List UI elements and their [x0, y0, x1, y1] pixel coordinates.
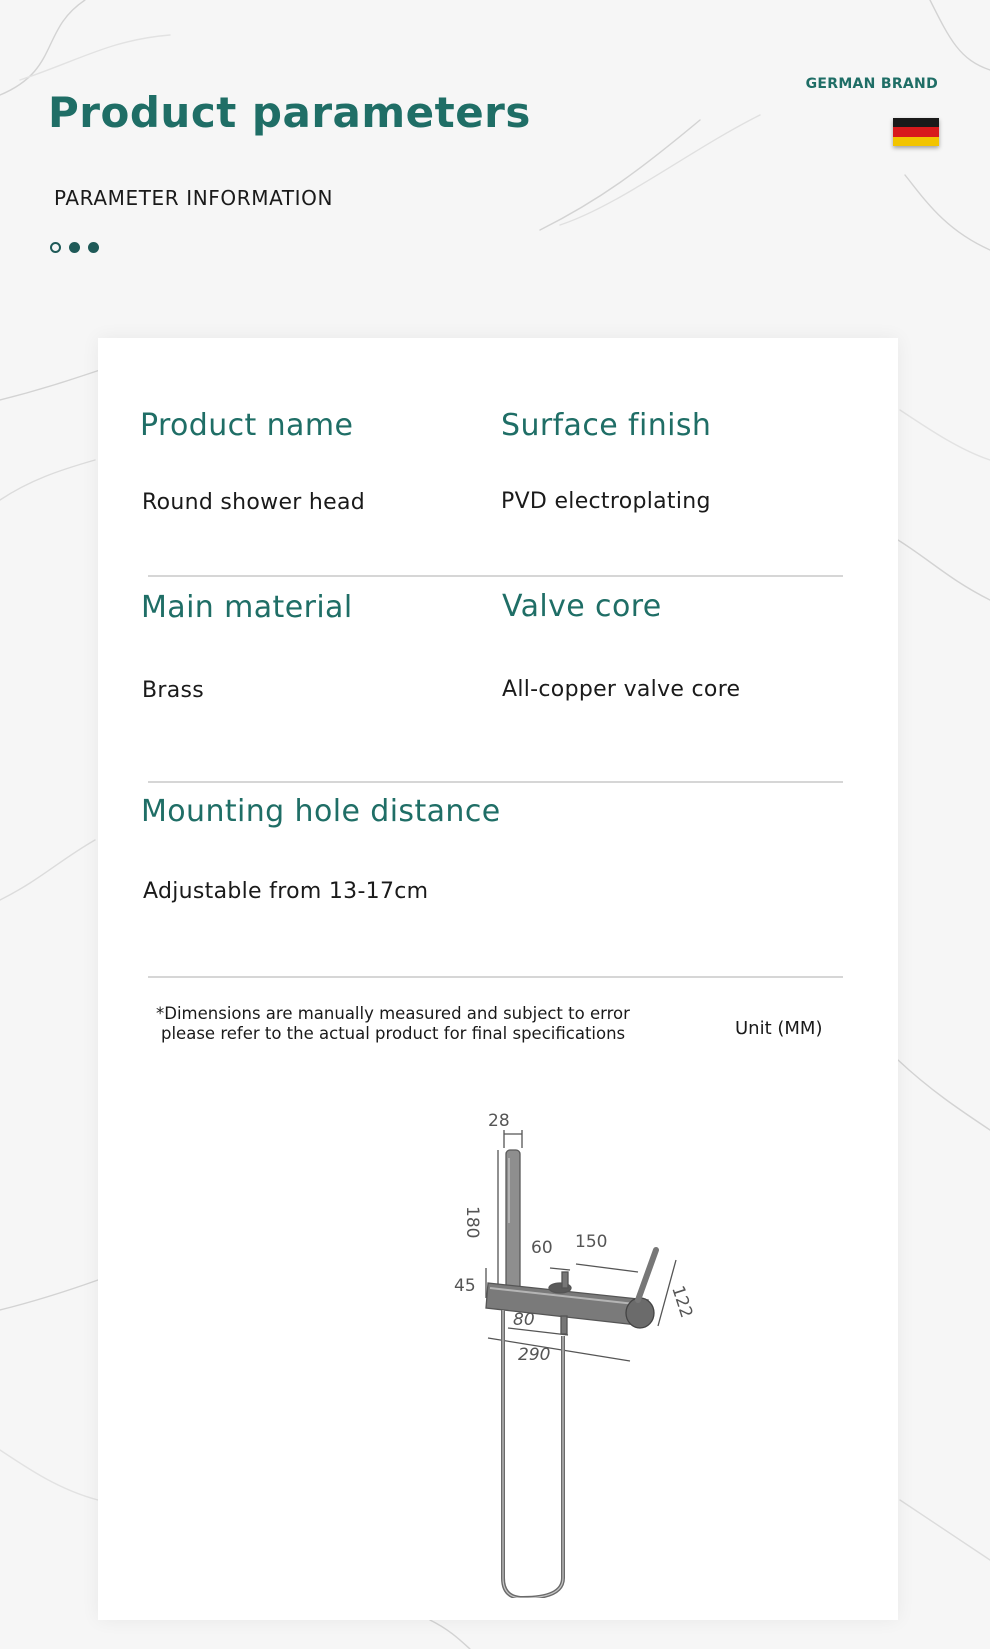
dim-line-150 [576, 1264, 638, 1272]
page-title: Product parameters [48, 88, 531, 137]
dim-label-28: 28 [488, 1111, 510, 1131]
german-flag-icon [893, 118, 939, 146]
dim-label-150: 150 [575, 1232, 608, 1252]
mixer-lever [638, 1250, 656, 1300]
param-label-product-name: Product name [140, 408, 354, 443]
divider [148, 575, 843, 577]
flag-stripe-red [893, 127, 939, 136]
mixer-outlet [561, 1316, 567, 1334]
param-label-mounting-hole-distance: Mounting hole distance [141, 794, 501, 829]
unit-label: Unit (MM) [735, 1018, 823, 1039]
dim-label-60: 60 [531, 1238, 553, 1258]
dot-icon [50, 242, 61, 253]
note-line-1: *Dimensions are manually measured and subject to error [156, 1004, 630, 1023]
dim-label-122: 122 [667, 1283, 697, 1321]
note-line-2: please refer to the actual product for final specifications [161, 1024, 626, 1043]
param-value-surface-finish: PVD electroplating [501, 489, 711, 514]
dim-label-290: 290 [518, 1345, 551, 1365]
shower-dimension-diagram [338, 1078, 778, 1598]
param-value-mounting-hole-distance: Adjustable from 13-17cm [143, 879, 429, 904]
param-label-valve-core: Valve core [502, 589, 662, 624]
param-value-valve-core: All-copper valve core [502, 677, 741, 702]
param-value-product-name: Round shower head [142, 490, 366, 515]
decorative-dots [50, 242, 99, 253]
brand-label: GERMAN BRAND [805, 76, 938, 92]
divider [148, 976, 843, 978]
param-label-main-material: Main material [141, 590, 353, 625]
dim-line-60 [550, 1268, 570, 1270]
divider [148, 781, 843, 783]
dim-label-80: 80 [513, 1310, 535, 1330]
flag-stripe-black [893, 118, 939, 127]
parameter-card [98, 338, 898, 1620]
flag-stripe-gold [893, 137, 939, 146]
page-subtitle: PARAMETER INFORMATION [54, 186, 334, 210]
dim-label-180: 180 [462, 1206, 482, 1239]
param-value-main-material: Brass [142, 678, 205, 703]
measurement-note [156, 1004, 630, 1044]
hand-shower-handle [506, 1150, 520, 1302]
mixer-cap [626, 1298, 654, 1328]
mixer-pin [562, 1272, 568, 1288]
dim-label-45: 45 [454, 1276, 476, 1296]
dim-line-290 [488, 1338, 630, 1361]
param-label-surface-finish: Surface finish [501, 408, 712, 443]
dot-icon [88, 242, 99, 253]
dot-icon [69, 242, 80, 253]
